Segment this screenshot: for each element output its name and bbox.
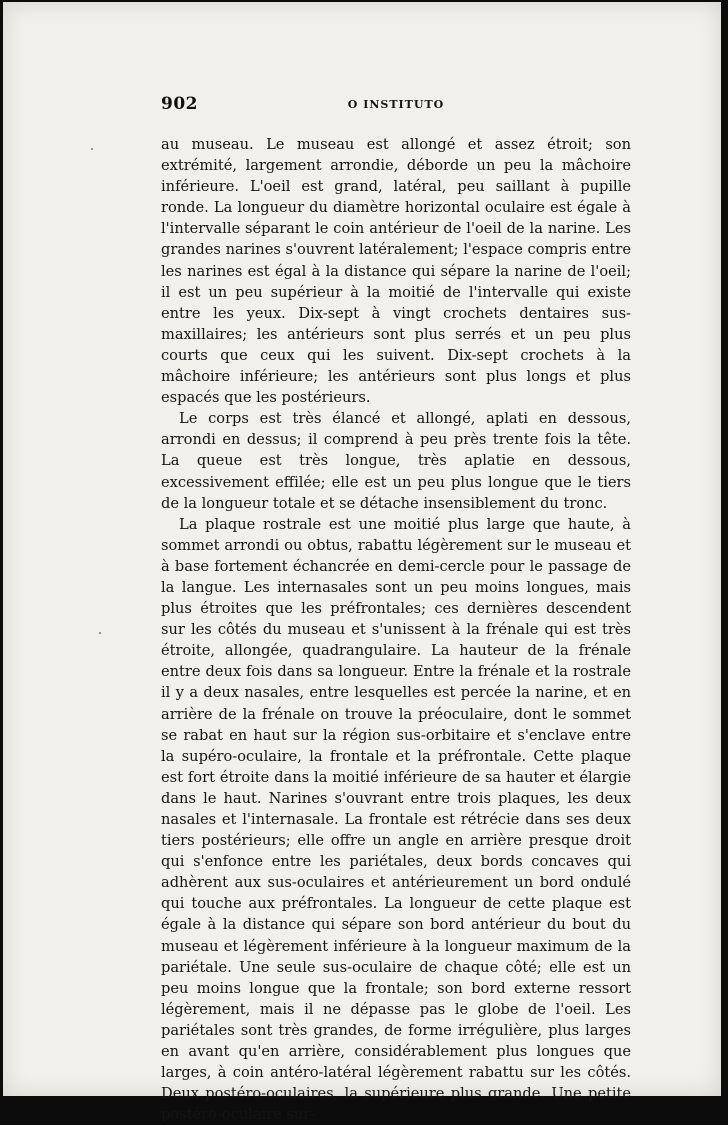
page-header	[161, 94, 631, 118]
scanned-page	[3, 2, 721, 1124]
paragraph-3: La plaque rostrale est une moitié plus large que haute, à sommet arrondi ou obtus, rabattu légèrement sur le museau et à base fortement échancrée en demi-cercle pour le passage de la langue. Les internasales sont un peu moins longues, mais plus étroites que les préfrontales; ces dernières descendent sur les côtés du museau et s'unissent à la frénale qui est très étroite, allongée, quadrangulaire. La hauteur de la frénale entre deux fois dans sa longueur. Entre la frénale et la rostrale il y a deux nasales, entre lesquelles est percée la narine, et en arrière de la frénale on trouve la préoculaire, dont le sommet se rabat en haut sur la région sus-orbitaire et s'enclave entre la supéro-oculaire, la frontale et la préfrontale. Cette plaque est fort étroite dans la moitié inférieure de sa hauter et élargie dans le haut. Narines s'ouvrant entre trois plaques, les deux nasales et l'internasale. La frontale est rétrécie dans ses deux tiers postérieurs; elle offre un angle en arrière presque droit qui s'enfonce entre les pariétales, deux bords concaves qui adhèrent aux sus-oculaires et antérieurement un bord ondulé qui touche aux préfrontales. La longueur de cette plaque est égale à la distance qui sépare son bord antérieur du bout du museau et légèrement inférieure à la longueur maximum de la pariétale. Une seule sus-oculaire de chaque côté; elle est un peu moins longue que la frontale; son bord externe ressort légèrement, mais il ne dépasse pas le globe de l'oeil. Les pariétales sont très grandes, de forme irrégulière, plus larges en avant qu'en arrière, considérablement plus longues que larges, à coin antéro-latéral légèrement rabattu sur les côtés. Deux postéro-oculaires, la supérieure plus grande. Une petite postéro-oculaire sur-	[161, 515, 631, 1124]
scan-speck	[99, 632, 101, 634]
running-title: O INSTITUTO	[347, 98, 445, 111]
scan-speck	[91, 148, 93, 150]
page-number: 902	[161, 94, 198, 114]
paragraph-2: Le corps est très élancé et allongé, aplati en dessous, arrondi en dessus; il comprend à peu près trente fois la tête. La queue est très longue, très aplatie en dessous, excessivement effilée; elle est un peu plus longue que le tiers de la longueur totale et se détache insensiblement du tronc.	[161, 410, 631, 512]
body-text	[161, 134, 631, 1125]
paragraph-1: au museau. Le museau est allongé et assez étroit; son extrémité, largement arrondie, déborde un peu la mâchoire inférieure. L'oeil est grand, latéral, peu saillant à pupille ronde. La longueur du diamètre horizontal oculaire est égale à l'intervalle séparant le coin antérieur de l'oeil de la narine. Les grandes narines s'ouvrent latéralement; l'espace compris entre les narines est égal à la distance qui sépare la narine de l'oeil; il est un peu supérieur à la moitié de l'intervalle qui existe entre les yeux. Dix-sept à vingt crochets dentaires sus-maxillaires; les antérieurs sont plus serrés et un peu plus courts que ceux qui les suivent. Dix-sept crochets à la mâchoire inférieure; les antérieurs sont plus longs et plus espacés que les postérieurs.	[161, 136, 631, 407]
